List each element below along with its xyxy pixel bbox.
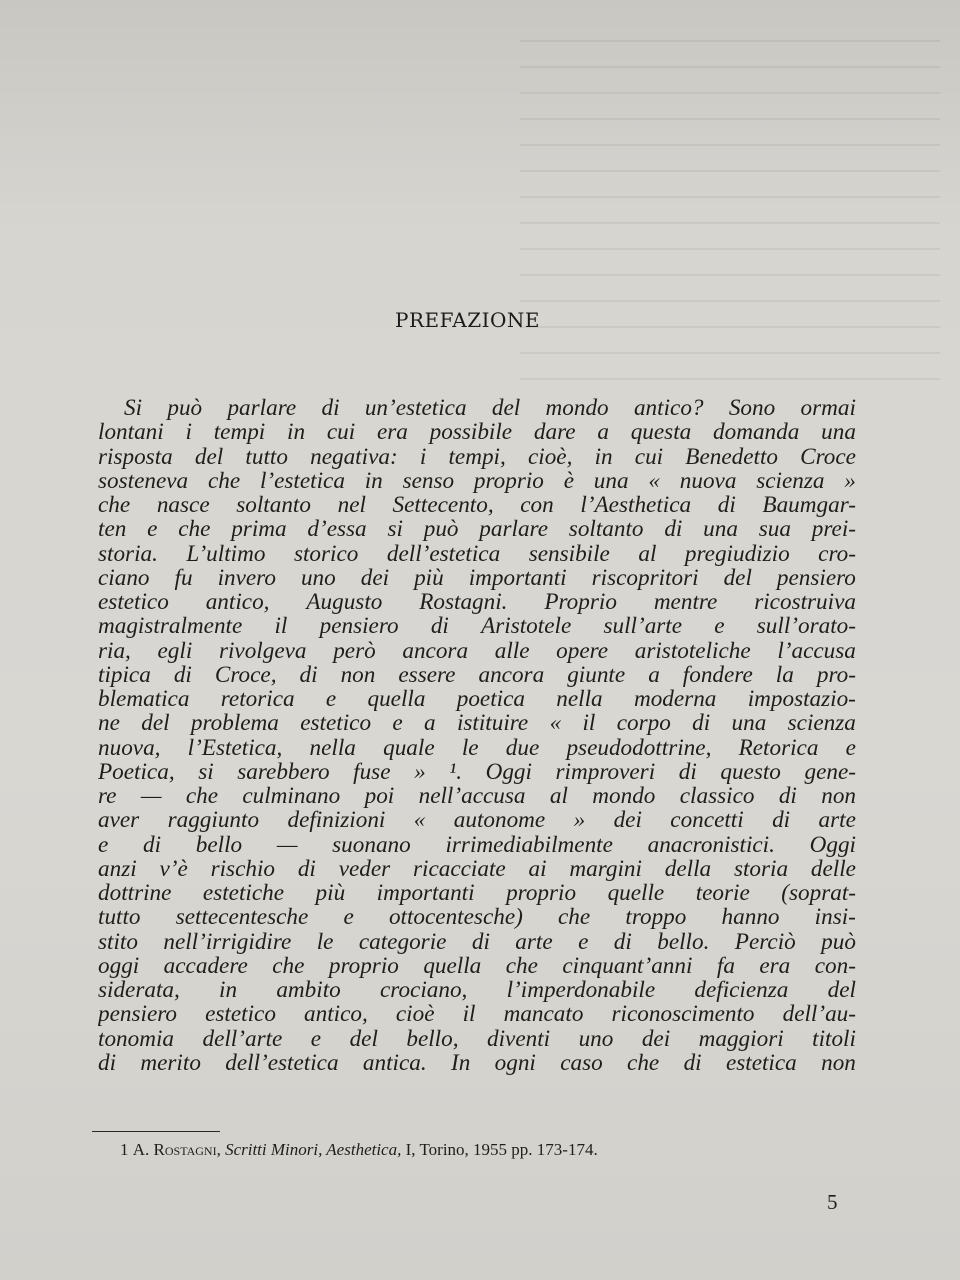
body-line: Si può parlare di un’estetica del mondo antico? Sono ormai (124, 396, 856, 421)
body-line: magistralmente il pensiero di Aristotele sull’arte e sull’orato- (98, 614, 856, 639)
body-line: stito nell’irrigidire le categorie di arte e di bello. Perciò può (98, 929, 856, 954)
page-number: 5 (827, 1190, 838, 1214)
body-line: tipica di Croce, di non essere ancora giunte a fondere la pro- (98, 662, 856, 687)
body-line: re — che culminano poi nell’accusa al mondo classico di non (98, 784, 856, 809)
body-line: dottrine estetiche più importanti proprio quelle teorie (soprat- (98, 881, 856, 906)
body-line: che nasce soltanto nel Settecento, con l’Aesthetica di Baumgar- (98, 493, 856, 518)
body-line: Poetica, si sarebbero fuse » ¹. Oggi rimproveri di questo gene- (98, 759, 856, 784)
body-line: tutto settecentesche e ottocentesche) che troppo hanno insi- (98, 905, 856, 930)
body-line: ciano fu invero uno dei più importanti riscopritori del pensiero (98, 565, 856, 590)
body-line: aver raggiunto definizioni « autonome » dei concetti di arte (98, 808, 856, 833)
body-line: siderata, in ambito crociano, l’imperdonabile deficienza del (98, 978, 856, 1003)
body-line: nuova, l’Estetica, nella quale le due pseudodottrine, Retorica e (98, 735, 856, 760)
body-line: ten e che prima d’essa si può parlare soltanto di una sua prei- (98, 517, 856, 542)
body-line: di merito dell’estetica antica. In ogni caso che di estetica non (98, 1050, 856, 1075)
chapter-title: PREFAZIONE (395, 308, 540, 332)
body-line: blematica retorica e quella poetica nella moderna impostazio- (98, 687, 856, 712)
body-line: risposta del tutto negativa: i tempi, cioè, in cui Benedetto Croce (98, 444, 856, 469)
body-line: estetico antico, Augusto Rostagni. Proprio mentre ricostruiva (98, 590, 856, 615)
body-line: sosteneva che l’estetica in senso proprio è una « nuova scienza » (98, 468, 856, 493)
footnote-marker: 1 (120, 1140, 129, 1159)
body-line: tonomia dell’arte e del bello, diventi uno dei maggiori titoli (98, 1026, 856, 1051)
footnote (120, 1140, 850, 1160)
body-line: lontani i tempi in cui era possibile dare a questa domanda una (98, 420, 856, 445)
body-line: ne del problema estetico e a istituire « il corpo di una scienza (98, 711, 856, 736)
body-line: oggi accadere che proprio quella che cinquant’anni fa era con- (98, 953, 856, 978)
body-line: ria, egli rivolgeva però ancora alle opere aristoteliche l’accusa (98, 638, 856, 663)
body-line: e di bello — suonano irrimediabilmente anacronistici. Oggi (98, 832, 856, 857)
footnote-rest: I, Torino, 1955 pp. 173-174. (405, 1140, 598, 1159)
body-line: storia. L’ultimo storico dell’estetica sensibile al pregiudizio cro- (98, 541, 856, 566)
body-line: pensiero estetico antico, cioè il mancato riconoscimento dell’au- (98, 1002, 856, 1027)
footnote-author: A. Rostagni, (132, 1140, 221, 1159)
footnote-rule (92, 1131, 220, 1132)
body-text (98, 396, 856, 1075)
footnote-work: Scritti Minori, Aesthetica, (225, 1140, 402, 1159)
body-line: anzi v’è rischio di veder ricacciate ai margini della storia delle (98, 856, 856, 881)
